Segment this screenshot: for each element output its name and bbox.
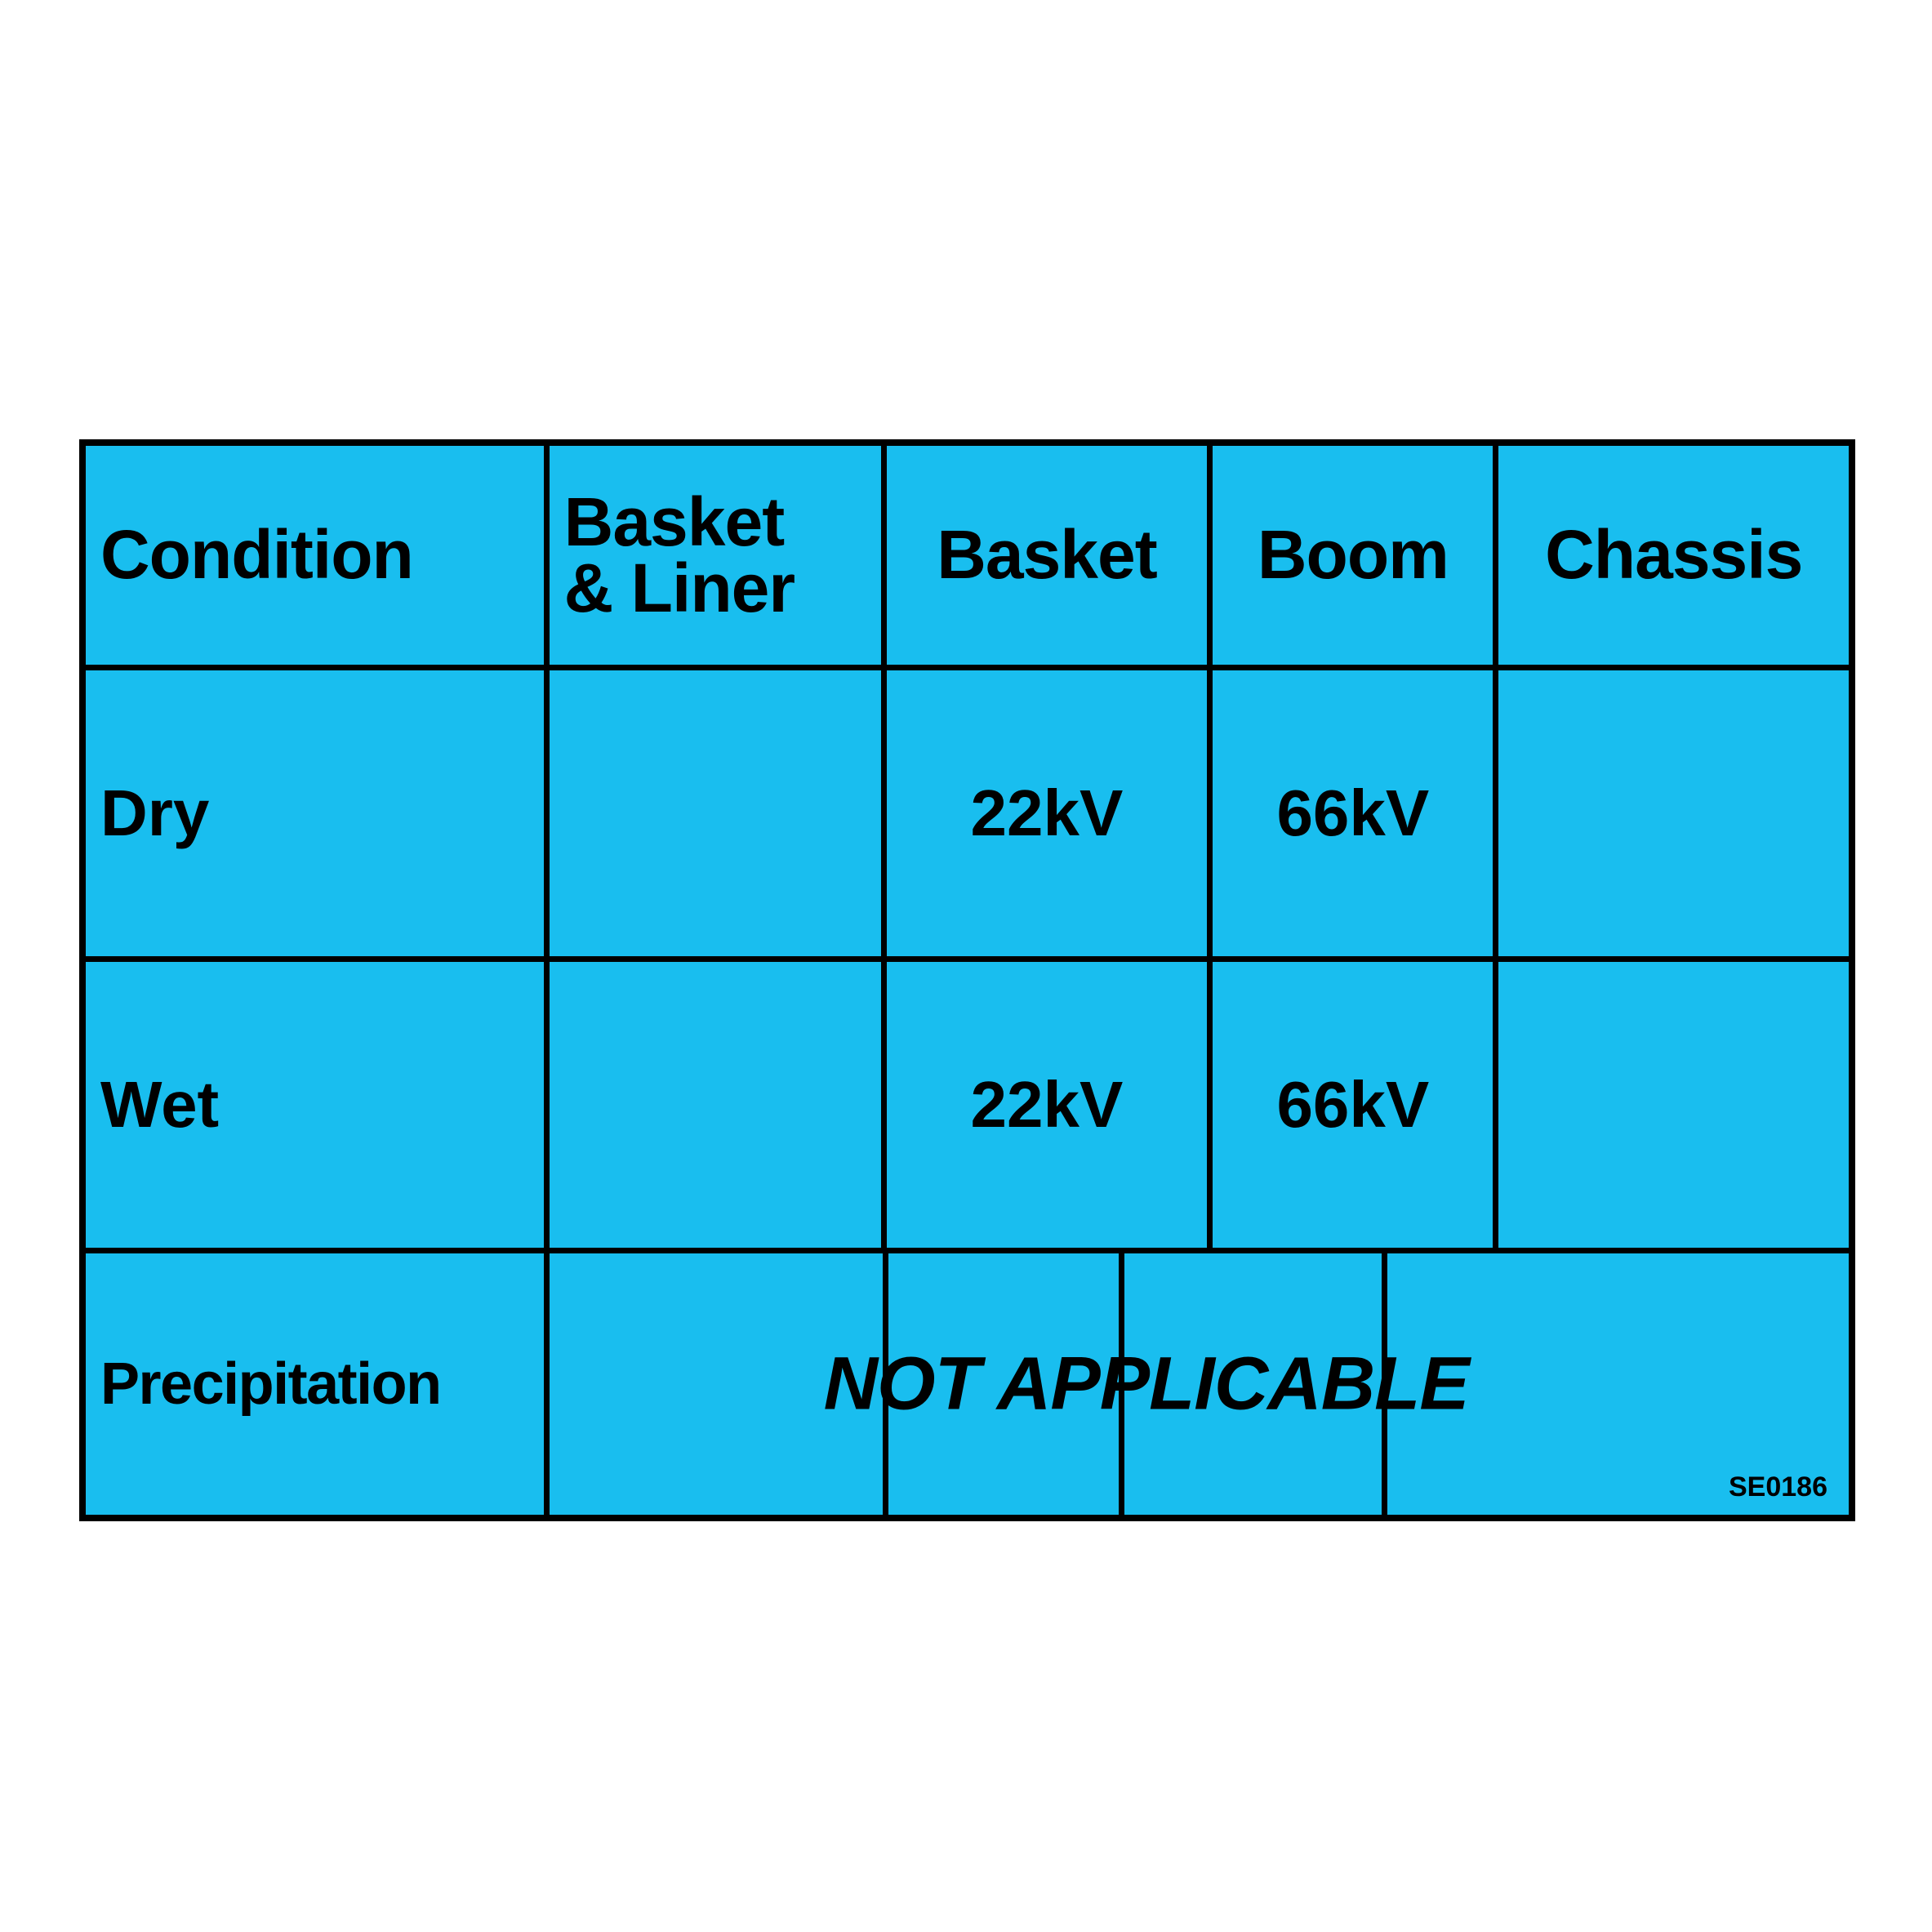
not-applicable-text: NOT APPLICABLE	[823, 1342, 1469, 1426]
rating-label	[79, 439, 1855, 1502]
row-wet-boom: 66kV	[1210, 959, 1496, 1251]
header-basket-liner	[546, 443, 884, 668]
row-dry-chassis	[1496, 668, 1852, 959]
cell-divider	[1119, 1253, 1124, 1515]
rating-table	[79, 439, 1855, 1521]
row-wet-basket: 22kV	[884, 959, 1210, 1251]
row-precipitation-not-applicable	[546, 1251, 1852, 1519]
row-condition-wet: Wet	[82, 959, 546, 1251]
table-row	[82, 959, 1852, 1251]
header-basket: Basket	[884, 443, 1210, 668]
row-condition-dry: Dry	[82, 668, 546, 959]
row-dry-basket: 22kV	[884, 668, 1210, 959]
row-condition-precipitation: Precipitation	[82, 1251, 546, 1519]
table-row-precipitation	[82, 1251, 1852, 1519]
table-row	[82, 668, 1852, 959]
row-dry-boom: 66kV	[1210, 668, 1496, 959]
row-wet-chassis	[1496, 959, 1852, 1251]
cell-divider	[1382, 1253, 1387, 1515]
header-basket-liner-line1: Basket	[563, 483, 785, 560]
row-dry-basket-liner	[546, 668, 884, 959]
header-boom: Boom	[1210, 443, 1496, 668]
part-number: SE0186	[1729, 1471, 1827, 1502]
header-basket-liner-line2: & Liner	[563, 550, 795, 626]
header-condition: Condition	[82, 443, 546, 668]
cell-divider	[883, 1253, 888, 1515]
header-chassis: Chassis	[1496, 443, 1852, 668]
row-wet-basket-liner	[546, 959, 884, 1251]
table-header-row	[82, 443, 1852, 668]
